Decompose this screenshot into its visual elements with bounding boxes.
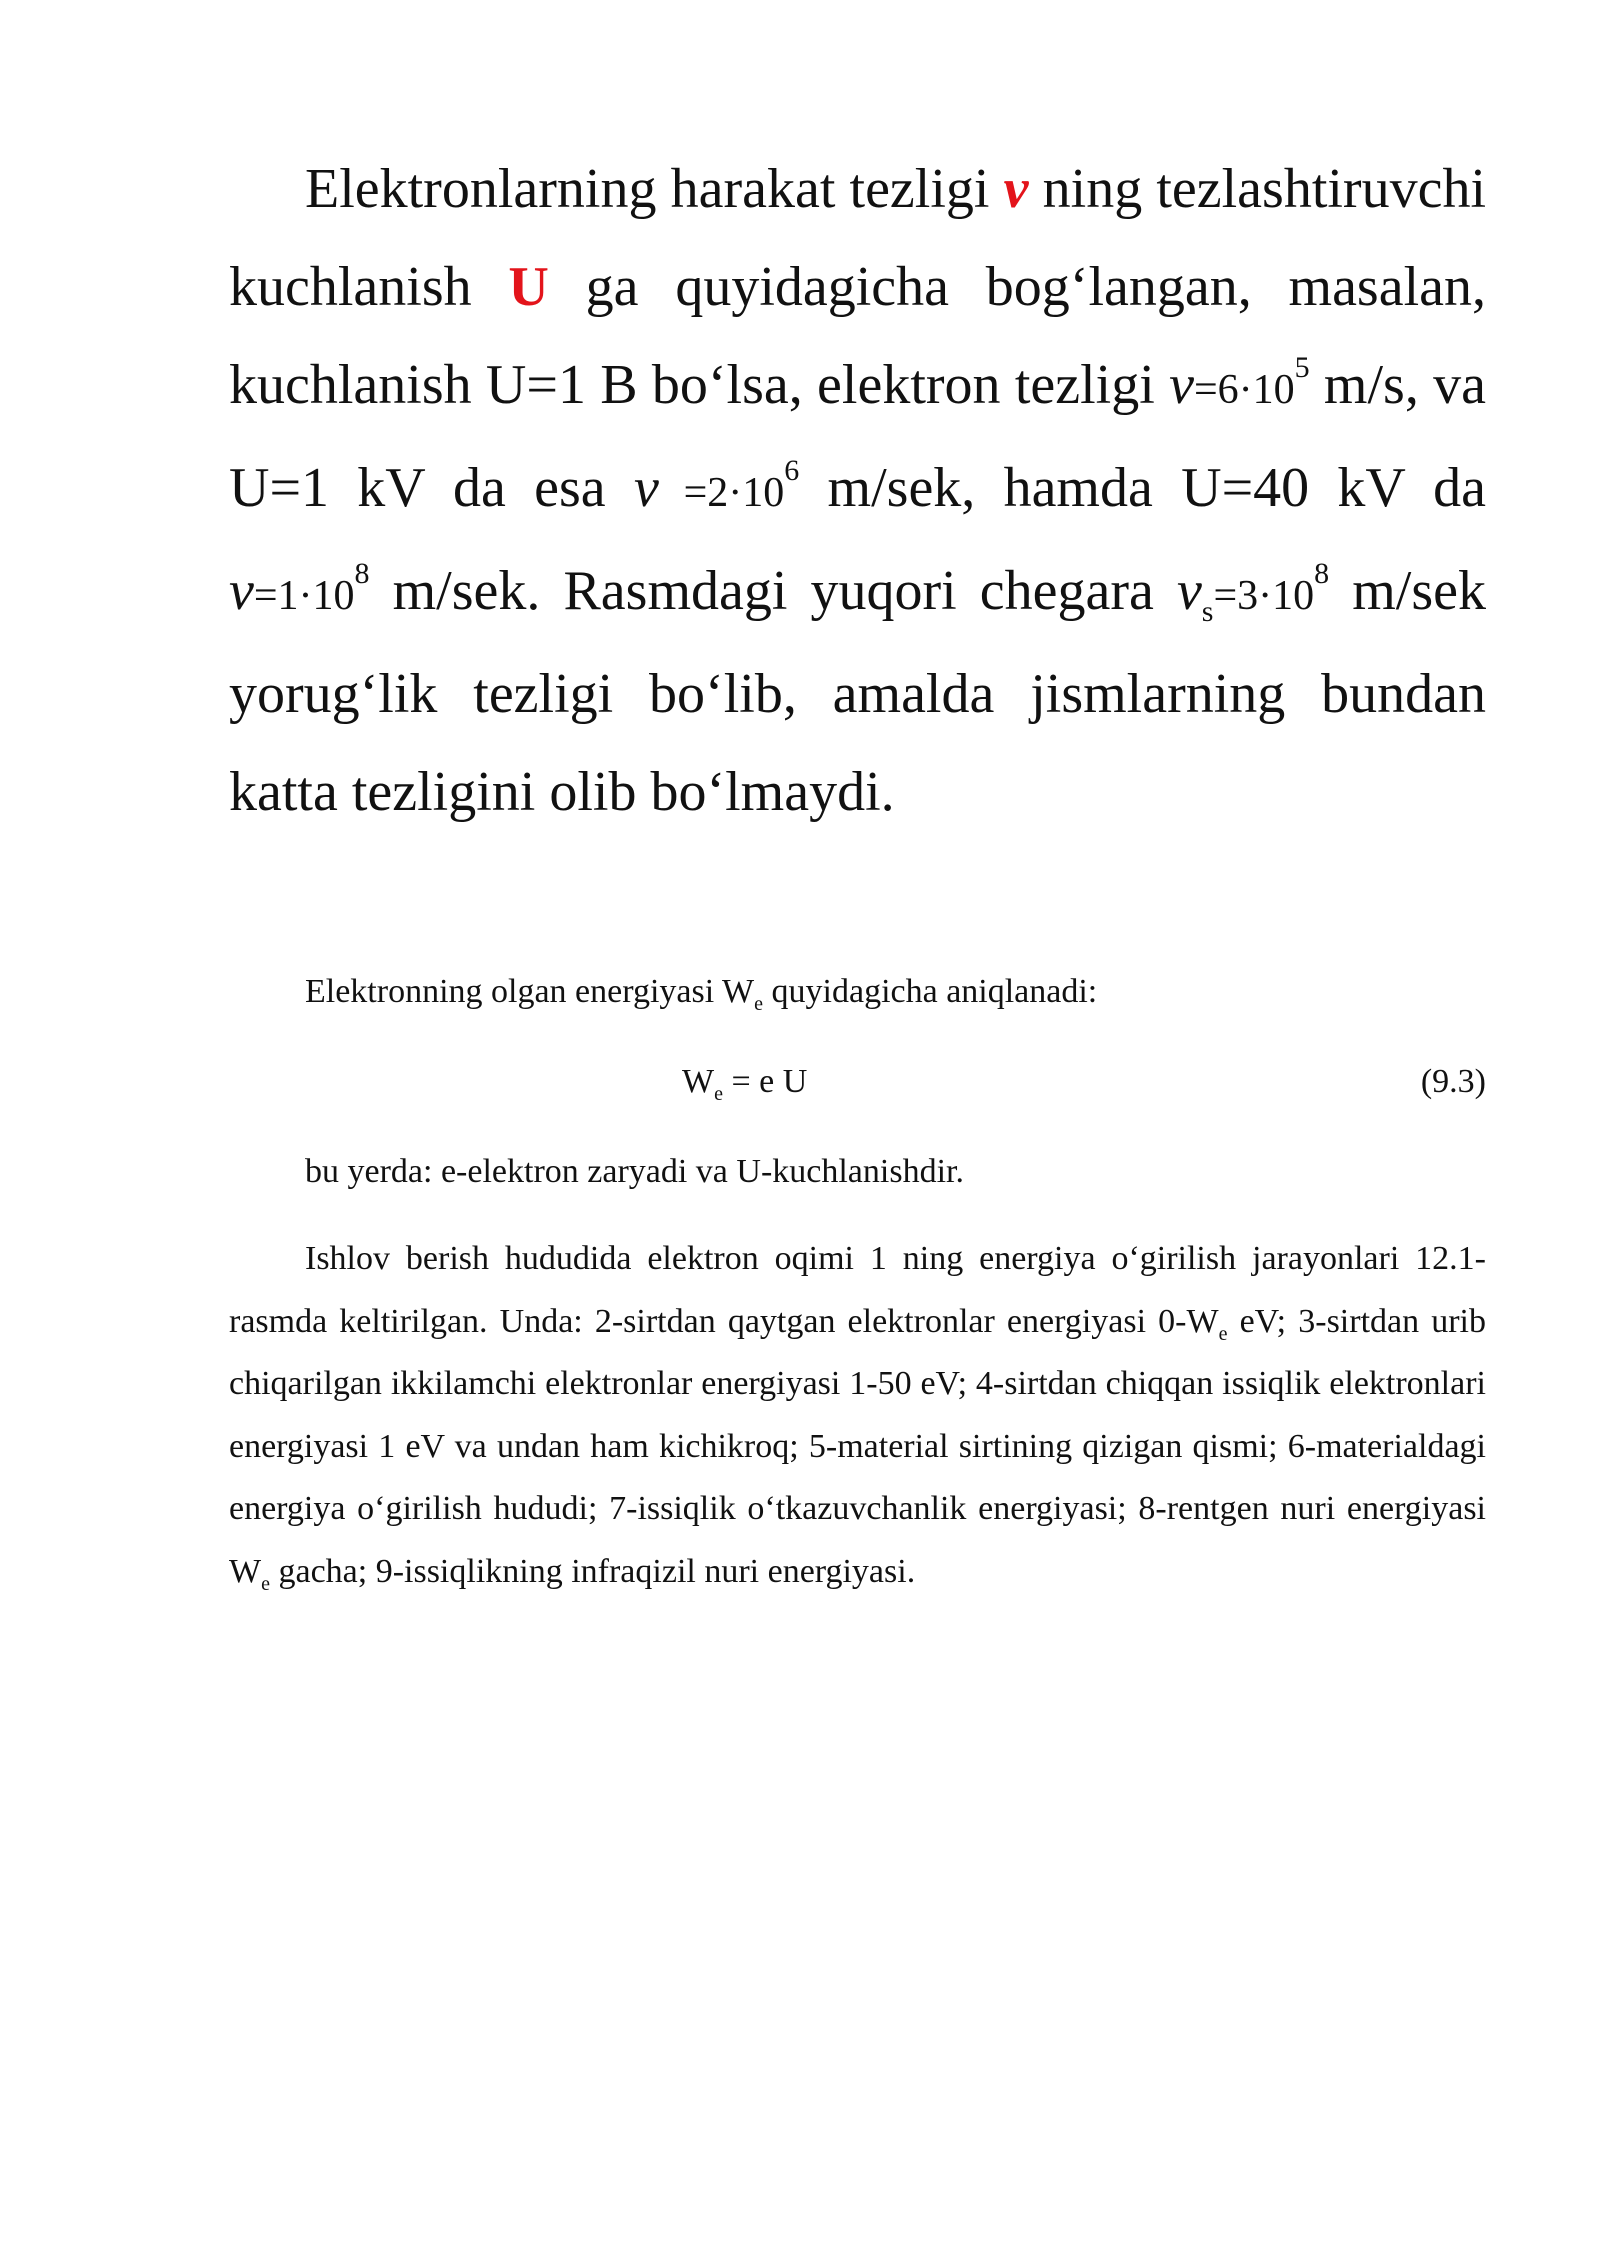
formula bbox=[682, 1052, 807, 1112]
velocity-symbol: v bbox=[1176, 560, 1202, 622]
subscript: e bbox=[714, 1082, 723, 1105]
paragraph-velocity bbox=[229, 140, 1486, 841]
math-value: =6·10 bbox=[1193, 367, 1295, 413]
velocity-symbol: v bbox=[1003, 158, 1029, 220]
math-value: =3·10 bbox=[1213, 573, 1315, 619]
text-run: Ishlov berish hududida elektron oqimi 1 ning energiya o‘girilish jarayonlari 12.1-rasmda keltirilgan. Unda: 2-sirtdan qaytgan elektronlar energiyasi 0-W bbox=[229, 1240, 1486, 1340]
text-run: m/sek. Rasmdagi yuqori chegara bbox=[369, 560, 1177, 622]
math-value: =2·10 bbox=[658, 470, 785, 516]
text-run: ning tezlashtiruvchi kuchlanish bbox=[229, 158, 1486, 318]
subscript: e bbox=[261, 1572, 270, 1595]
velocity-symbol: v bbox=[1169, 354, 1194, 416]
paragraph-energy-intro bbox=[229, 962, 1486, 1022]
subscript: e bbox=[754, 992, 764, 1015]
math-value: =1·10 bbox=[253, 573, 355, 619]
voltage-symbol: U bbox=[508, 256, 549, 318]
exponent: 8 bbox=[1314, 557, 1330, 591]
velocity-symbol: v bbox=[633, 457, 659, 519]
paragraph-definitions bbox=[229, 1142, 1486, 1202]
formula-row bbox=[229, 1052, 1486, 1112]
formula-symbol: W bbox=[682, 1063, 715, 1100]
text-run: gacha; 9-issiqlikning infraqizil nuri energiyasi. bbox=[269, 1552, 916, 1590]
text-run: Elektronlarning harakat tezligi bbox=[305, 158, 1004, 220]
exponent: 6 bbox=[784, 454, 800, 488]
paragraph-energy-conversion bbox=[229, 1228, 1486, 1603]
text-run: bu yerda: e-elektron zaryadi va U-kuchlanishdir. bbox=[305, 1153, 964, 1190]
equation-number: (9.3) bbox=[1420, 1063, 1486, 1100]
text-run: ga quyidagicha bog‘langan, masalan, kuchlanish U=1 B bo‘lsa, elektron tezligi bbox=[229, 256, 1486, 416]
text-run: m/s, va U=1 kV da esa bbox=[229, 354, 1486, 519]
text-run: m/sek, hamda U=40 kV da bbox=[799, 457, 1486, 519]
formula-text: = e U bbox=[722, 1063, 808, 1100]
exponent: 5 bbox=[1294, 351, 1310, 385]
velocity-symbol: v bbox=[229, 560, 254, 622]
subscript: s bbox=[1201, 595, 1214, 629]
text-run: quyidagicha aniqlanadi: bbox=[763, 973, 1098, 1010]
text-run: Elektronning olgan energiyasi W bbox=[305, 973, 755, 1010]
exponent: 8 bbox=[354, 557, 370, 591]
text-run: m/sek yorug‘lik tezligi bo‘lib, amalda jismlarning bundan katta tezligini olib bo‘lmaydi. bbox=[229, 560, 1487, 823]
text-run: eV; 3-sirtdan urib chiqarilgan ikkilamchi elektronlar energiyasi 1-50 eV; 4-sirtdan chiqqan issiqlik elektronlari energiyasi 1 eV va undan ham kichikroq; 5-material sirtining qizigan qismi; 6-materialdagi energiya o‘girilish hududi; 7-issiqlik o‘tkazuvchanlik energiyasi; 8-rentgen nuri energiyasi W bbox=[229, 1302, 1486, 1590]
subscript: e bbox=[1218, 1322, 1228, 1345]
